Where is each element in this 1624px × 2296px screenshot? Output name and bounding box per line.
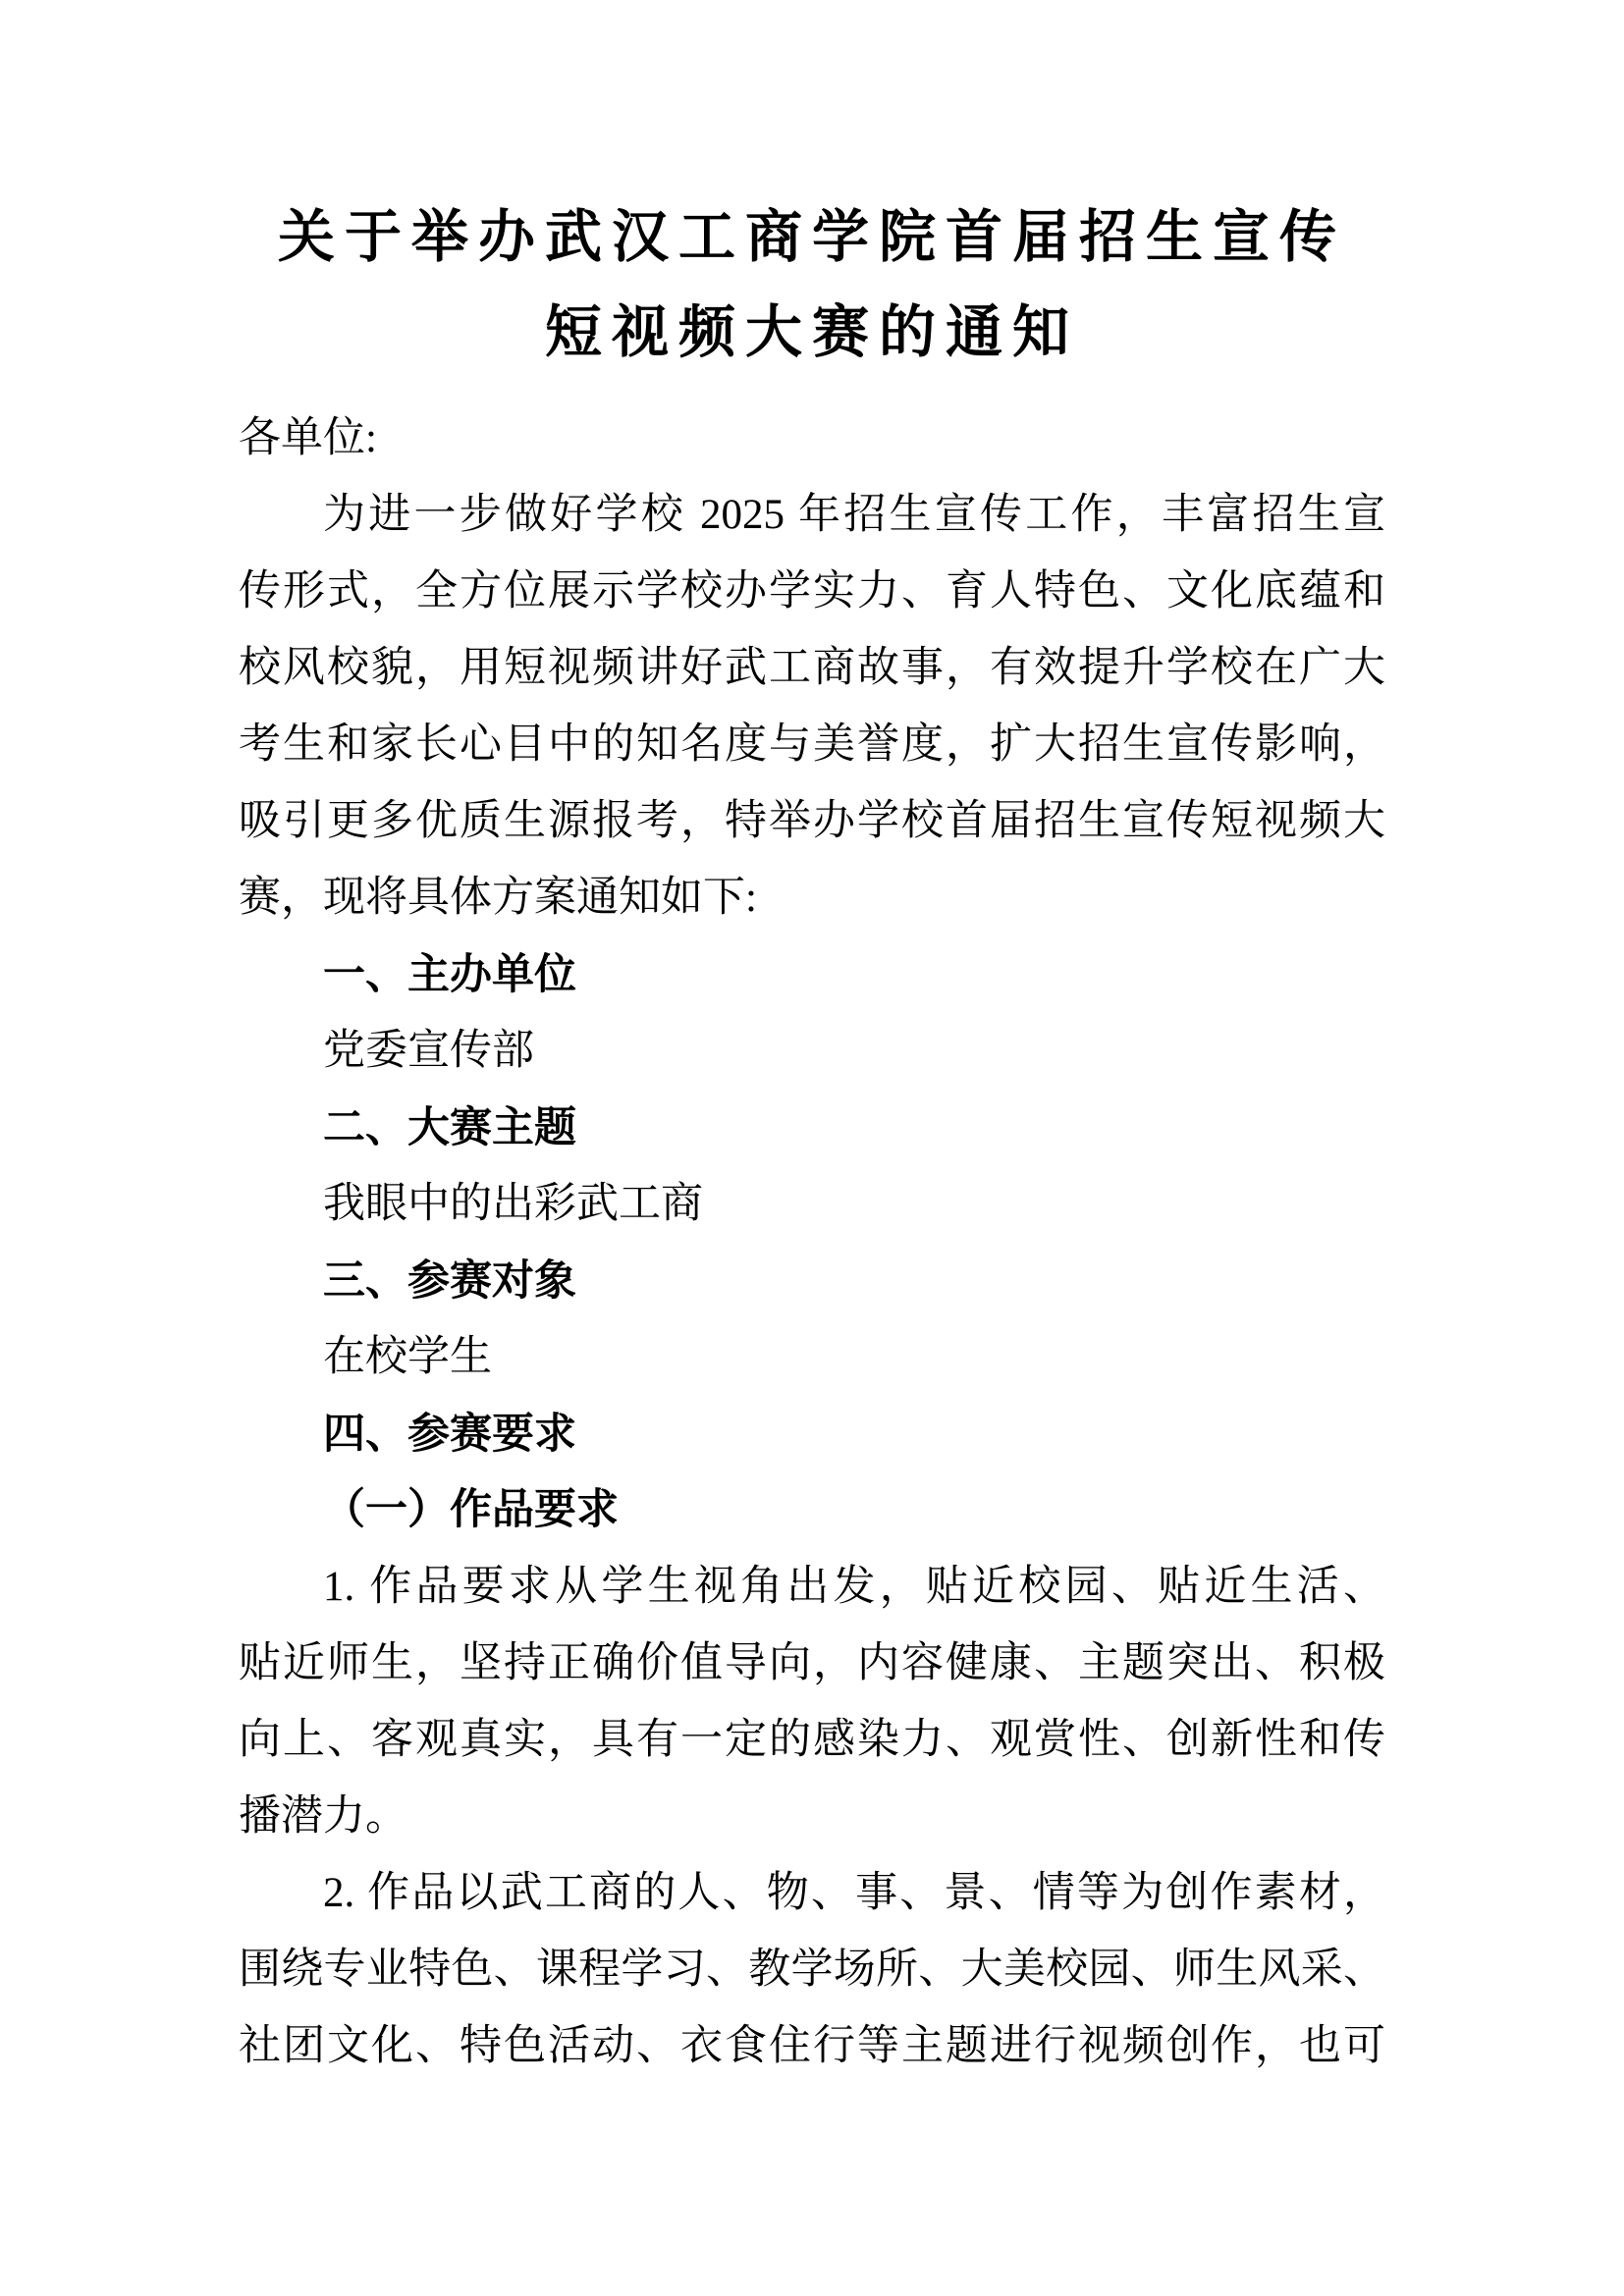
text-line: 2. 作品以武工商的人、物、事、景、情等为创作素材，	[323, 1870, 1385, 1916]
document-title-line-1: 关于举办武汉工商学院首届招生宣传	[277, 205, 1346, 269]
text-line: 在校学生	[323, 1334, 492, 1380]
text-line: 赛，现将具体方案通知如下:	[239, 875, 757, 921]
text-line: 吸引更多优质生源报考，特举办学校首届招生宣传短视频大	[239, 798, 1385, 844]
text-line: 校风校貌，用短视频讲好武工商故事，有效提升学校在广大	[239, 645, 1385, 691]
text-line: 播潜力。	[239, 1793, 407, 1840]
document-body	[239, 400, 1385, 2085]
text-line: 向上、客观真实，具有一定的感染力、观赏性、创新性和传	[239, 1717, 1385, 1763]
text-line: 传形式，全方位展示学校办学实力、育人特色、文化底蕴和	[239, 568, 1385, 614]
sub-section-heading: （一）作品要求	[323, 1487, 619, 1533]
text-line: 社团文化、特色活动、衣食住行等主题进行视频创作，也可	[239, 2023, 1385, 2069]
text-line: 党委宣传部	[323, 1028, 534, 1074]
section-heading: 四、参赛要求	[323, 1411, 576, 1458]
text-line: 1. 作品要求从学生视角出发，贴近校园、贴近生活、	[323, 1564, 1385, 1610]
section-heading: 一、主办单位	[323, 951, 576, 998]
text-line: 贴近师生，坚持正确价值导向，内容健康、主题突出、积极	[239, 1640, 1385, 1686]
text-line: 考生和家长心目中的知名度与美誉度，扩大招生宣传影响，	[239, 721, 1385, 768]
section-heading: 三、参赛对象	[323, 1257, 576, 1305]
document-title	[0, 189, 1624, 380]
text-line: 我眼中的出彩武工商	[323, 1181, 703, 1227]
text-line: 为进一步做好学校 2025 年招生宣传工作，丰富招生宣	[323, 492, 1385, 538]
text-line: 围绕专业特色、课程学习、教学场所、大美校园、师生风采、	[239, 1947, 1385, 1993]
document-title-line-2: 短视频大赛的通知	[544, 300, 1079, 364]
section-heading: 二、大赛主题	[323, 1104, 576, 1151]
text-line: 各单位:	[239, 415, 377, 461]
